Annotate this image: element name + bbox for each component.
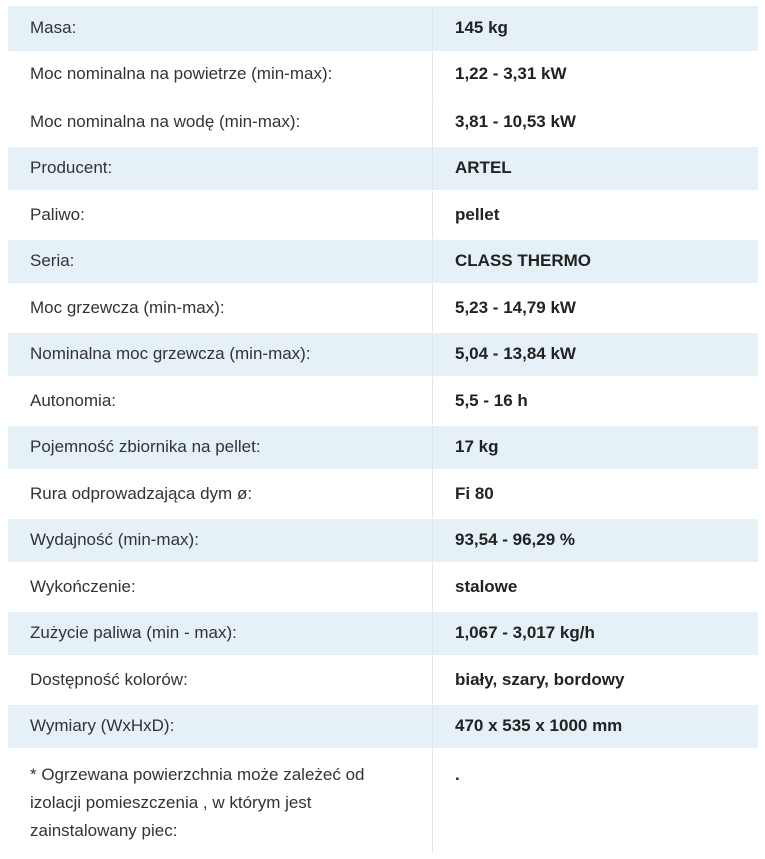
spec-label: Dostępność kolorów: xyxy=(8,655,433,704)
spec-label: Producent: xyxy=(8,146,433,190)
spec-label: Wydajność (min-max): xyxy=(8,518,433,562)
spec-row-heating-power xyxy=(8,283,758,332)
spec-label: Wymiary (WxHxD): xyxy=(8,704,433,748)
spec-label: Nominalna moc grzewcza (min-max): xyxy=(8,332,433,376)
spec-label: Pojemność zbiornika na pellet: xyxy=(8,425,433,469)
spec-label: Moc nominalna na powietrze (min-max): xyxy=(8,51,433,97)
spec-value: 5,04 - 13,84 kW xyxy=(433,332,759,376)
spec-row-autonomy xyxy=(8,376,758,425)
spec-value: CLASS THERMO xyxy=(433,239,759,283)
spec-value: 145 kg xyxy=(433,6,759,51)
spec-value: 470 x 535 x 1000 mm xyxy=(433,704,759,748)
spec-row-water-power xyxy=(8,97,758,146)
spec-row-colors xyxy=(8,655,758,704)
spec-row-efficiency xyxy=(8,518,758,562)
spec-value: 5,5 - 16 h xyxy=(433,376,759,425)
spec-label: Seria: xyxy=(8,239,433,283)
spec-value: pellet xyxy=(433,190,759,239)
spec-value: 1,067 - 3,017 kg/h xyxy=(433,611,759,655)
spec-row-fuel-consumption xyxy=(8,611,758,655)
spec-row-flue-pipe xyxy=(8,469,758,518)
spec-row-mass xyxy=(8,6,758,51)
spec-label: Zużycie paliwa (min - max): xyxy=(8,611,433,655)
spec-row-dimensions xyxy=(8,704,758,748)
spec-value: Fi 80 xyxy=(433,469,759,518)
spec-row-fuel xyxy=(8,190,758,239)
spec-label: Autonomia: xyxy=(8,376,433,425)
spec-value: 3,81 - 10,53 kW xyxy=(433,97,759,146)
spec-value: 5,23 - 14,79 kW xyxy=(433,283,759,332)
spec-label: Masa: xyxy=(8,6,433,51)
spec-row-footnote xyxy=(8,748,758,852)
spec-value: biały, szary, bordowy xyxy=(433,655,759,704)
spec-row-producer xyxy=(8,146,758,190)
spec-label: Moc grzewcza (min-max): xyxy=(8,283,433,332)
spec-row-air-power xyxy=(8,51,758,97)
specifications-table xyxy=(8,6,758,853)
spec-row-nominal-heating-power xyxy=(8,332,758,376)
spec-row-tank-capacity xyxy=(8,425,758,469)
spec-label: Rura odprowadzająca dym ø: xyxy=(8,469,433,518)
spec-value: 93,54 - 96,29 % xyxy=(433,518,759,562)
spec-value: 1,22 - 3,31 kW xyxy=(433,51,759,97)
spec-value: 17 kg xyxy=(433,425,759,469)
spec-row-series xyxy=(8,239,758,283)
footnote-text: * Ogrzewana powierzchnia może zależeć od izolacji pomieszczenia , w którym jest zainstalowany piec: xyxy=(8,748,433,852)
spec-label: Paliwo: xyxy=(8,190,433,239)
spec-value: stalowe xyxy=(433,562,759,611)
spec-row-finish xyxy=(8,562,758,611)
spec-label: Wykończenie: xyxy=(8,562,433,611)
spec-value: ARTEL xyxy=(433,146,759,190)
footnote-value: . xyxy=(433,748,759,852)
spec-label: Moc nominalna na wodę (min-max): xyxy=(8,97,433,146)
